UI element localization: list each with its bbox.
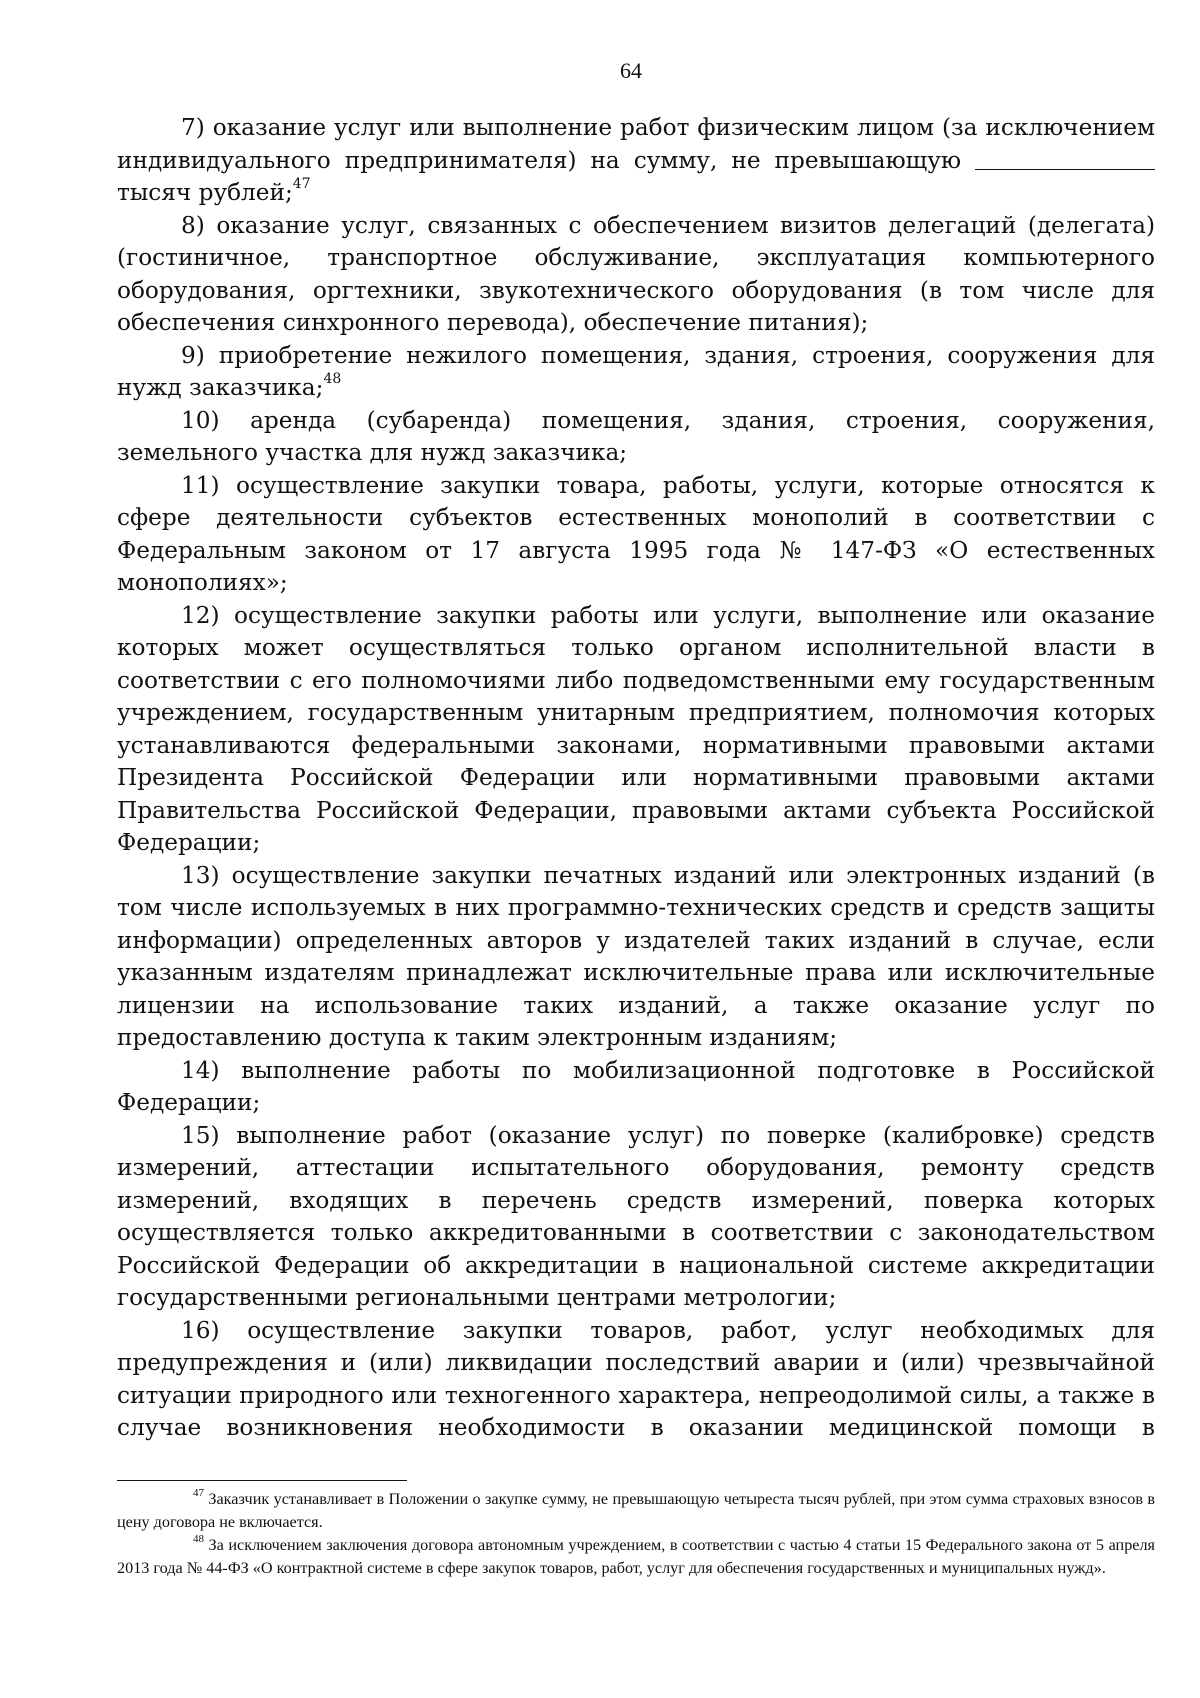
paragraph-7-text-a: 7) оказание услуг или выполнение работ физическим лицом (за исключением индивидуального предпринимателя) на сумму, не превышающую [117, 114, 1155, 174]
footnote-number: 47 [193, 1487, 204, 1499]
amount-blank-field [975, 147, 1155, 170]
footnote-separator [117, 1480, 407, 1481]
footnote-text: За исключением заключения договора автономным учреждением, в соответствии с частью 4 статьи 15 Федерального закона от 5 апреля 2013 года № 44-ФЗ «О контрактной системе в сфере закупок товаров, работ, услуг для обеспечения государственных и муниципальных нужд». [117, 1536, 1155, 1577]
paragraph-7 [117, 112, 1155, 210]
footnotes [117, 1488, 1155, 1580]
paragraph-16: 16) осуществление закупки товаров, работ, услуг необходимых для предупреждения и (или) ликвидации последствий аварии и (или) чрезвычайной ситуации природного или техногенного характера, непреодолимой силы, а также в случае возникновения необходимости в оказании медицинской помощи в [117, 1316, 1155, 1441]
footnote-ref-48[interactable]: 48 [323, 371, 342, 387]
paragraph-12: 12) осуществление закупки работы или услуги, выполнение или оказание которых может осуществляться только органом исполнительной власти в соответствии с его полномочиями либо подведомственными ему государственным учреждением, государственным унитарным предприятием, полномочия которых устанавливаются федеральными законами, нормативными правовыми актами Президента Российской Федерации или нормативными правовыми актами Правительства Российской Федерации, правовыми актами субъекта Российской Федерации; [117, 601, 1155, 856]
footnote-48 [117, 1534, 1155, 1580]
body-text [117, 112, 1155, 1445]
paragraph-14: 14) выполнение работы по мобилизационной подготовке в Российской Федерации; [117, 1056, 1155, 1116]
footnote-text: Заказчик устанавливает в Положении о закупке сумму, не превышающую четыреста тысяч рублей, при этом сумма страховых взносов в цену договора не включается. [117, 1490, 1155, 1531]
paragraph-9-text: 9) приобретение нежилого помещения, здания, строения, сооружения для нужд заказчика; [117, 341, 1155, 401]
paragraph-7-text-b: тысяч рублей; [117, 179, 293, 206]
paragraph-9 [117, 340, 1155, 405]
paragraph-8: 8) оказание услуг, связанных с обеспечением визитов делегаций (делегата) (гостиничное, транспортное обслуживание, эксплуатация компьютерного оборудования, оргтехники, звукотехнического оборудования (в том числе для обеспечения синхронного перевода), обеспечение питания); [117, 211, 1155, 336]
paragraph-13: 13) осуществление закупки печатных изданий или электронных изданий (в том числе используемых в них программно-технических средств и средств защиты информации) определенных авторов у издателей таких изданий в случае, если указанным издателям принадлежат исключительные права или исключительные лицензии на использование таких изданий, а также оказание услуг по предоставлению доступа к таким электронным изданиям; [117, 861, 1155, 1051]
paragraph-10: 10) аренда (субаренда) помещения, здания, строения, сооружения, земельного участка для нужд заказчика; [117, 406, 1155, 466]
footnote-47 [117, 1488, 1155, 1534]
page-number: 64 [620, 58, 642, 83]
paragraph-11: 11) осуществление закупки товара, работы, услуги, которые относятся к сфере деятельности субъектов естественных монополий в соответствии с Федеральным законом от 17 августа 1995 года № 147-ФЗ «О естественных монополиях»; [117, 471, 1155, 596]
footnote-ref-47[interactable]: 47 [292, 176, 311, 192]
paragraph-15: 15) выполнение работ (оказание услуг) по поверке (калибровке) средств измерений, аттестации испытательного оборудования, ремонту средств измерений, входящих в перечень средств измерений, поверка которых осуществляется только аккредитованными в соответствии с законодательством Российской Федерации об аккредитации в национальной системе аккредитации государственными региональными центрами метрологии; [117, 1121, 1155, 1311]
footnote-number: 48 [193, 1533, 204, 1545]
